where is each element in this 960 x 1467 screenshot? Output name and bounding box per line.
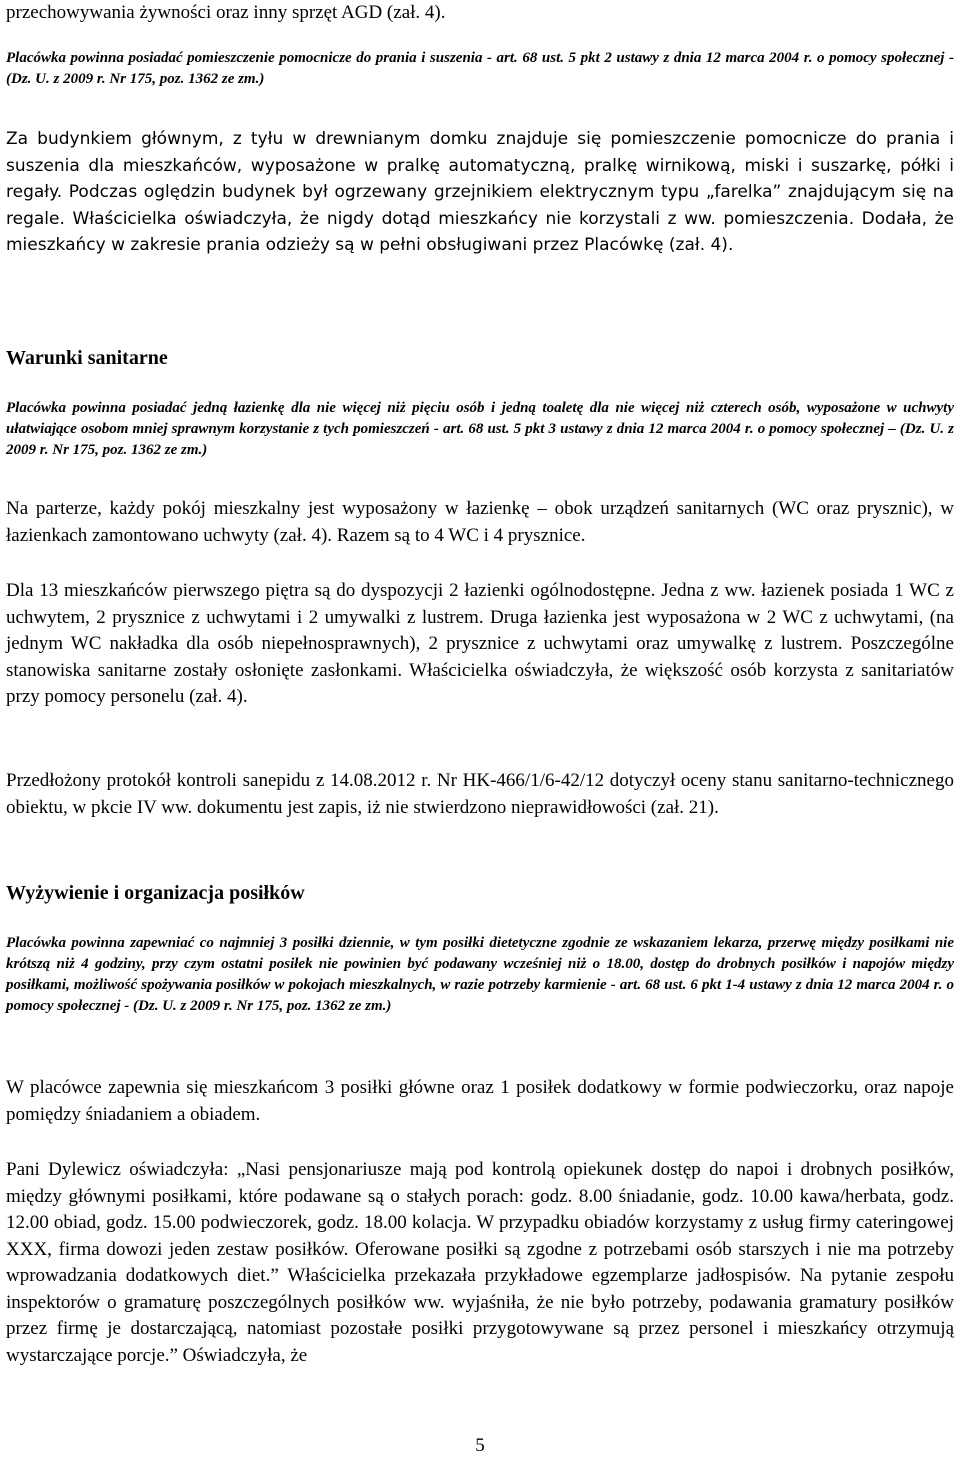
sanitary-paragraph-3: Przedłożony protokół kontroli sanepidu z 14.08.2012 r. Nr HK-466/1/6-42/12 dotyczył oceny stanu sanitarno-technicznego obiektu, w pkcie IV ww. dokumentu jest zapis, iż nie stwierdzono nieprawidłowości (zał. 21). [6, 770, 954, 818]
legal-note-sanitary: Placówka powinna posiadać jedną łazienkę dla nie więcej niż pięciu osób i jedną toaletę dla nie więcej niż czterech osób, wyposażone w uchwyty ułatwiające osobom mniej sprawnym korzystanie z tych pomieszczeń - art. 68 ust. 5 pkt 3 ustawy z dnia 12 marca 2004 r. o pomocy społecznej – (Dz. U. z 2009 r. Nr 175, poz. 1362 ze zm.) [6, 400, 954, 458]
intro-tail-paragraph: przechowywania żywności oraz inny sprzęt AGD (zał. 4). [6, 2, 446, 23]
laundry-paragraph: Za budynkiem głównym, z tyłu w drewnianym domku znajduje się pomieszczenie pomocnicze do prania i suszenia dla mieszkańców, wyposażone w pralkę automatyczną, pralkę wirnikową, miski i suszarkę, półki i regały. Podczas oględzin budynek był ogrzewany grzejnikiem elektrycznym typu „farelka” znajdującym się na regale. Właścicielka oświadczyła, że nigdy dotąd mieszkańcy nie korzystali z ww. pomieszczenia. Dodała, że mieszkańcy w zakresie prania odzieży są w pełni obsługiwani przez Placówkę (zał. 4). [6, 129, 954, 255]
food-paragraph-2: Pani Dylewicz oświadczyła: „Nasi pensjonariusze mają pod kontrolą opiekunek dostęp do napoi i drobnych posiłków, między głównymi posiłkami, które podawane są o stałych porach: godz. 8.00 śniadanie, godz. 10.00 kawa/herbata, godz. 12.00 obiad, godz. 15.00 podwieczorek, godz. 18.00 kolacja. W przypadku obiadów korzystamy z usług firmy cateringowej XXX, firma dowozi jeden zestaw posiłków. Oferowane posiłki są zgodne z potrzebami osób starszych i nie ma potrzeby wprowadzania dodatkowych diet.” Właścicielka przekazała przykładowe egzemplarze jadłospisów. Na pytanie zespołu inspektorów o gramaturę poszczególnych posiłków ww. wyjaśniła, że nie było potrzeby, podawania gramatury posiłków przez firmę je dostarczającą, natomiast pozostałe posiłki przygotowywane są przez personel i mieszkańcy otrzymują wystarczające porcje.” Oświadczyła, że [6, 1159, 954, 1366]
legal-note-food: Placówka powinna zapewniać co najmniej 3 posiłki dziennie, w tym posiłki dietetyczne zgodnie ze wskazaniem lekarza, przerwę między posiłkami nie krótszą niż 4 godziny, przy czym ostatni posiłek nie powinien być podawany wcześniej niż o 18.00, dostęp do drobnych posiłków i napojów między posiłkami, możliwość spożywania posiłków w pokojach mieszkalnych, w razie potrzeby karmienie - art. 68 ust. 6 pkt 1-4 ustawy z dnia 12 marca 2004 r. o pomocy społecznej - (Dz. U. z 2009 r. Nr 175, poz. 1362 ze zm.) [6, 935, 954, 1014]
section-heading-food: Wyżywienie i organizacja posiłków [6, 882, 305, 904]
food-paragraph-1: W placówce zapewnia się mieszkańcom 3 posiłki główne oraz 1 posiłek dodatkowy w formie podwieczorku, oraz napoje pomiędzy śniadaniem a obiadem. [6, 1077, 954, 1125]
section-heading-sanitary: Warunki sanitarne [6, 347, 168, 369]
legal-note-laundry: Placówka powinna posiadać pomieszczenie pomocnicze do prania i suszenia - art. 68 ust. 5 pkt 2 ustawy z dnia 12 marca 2004 r. o pomocy społecznej - (Dz. U. z 2009 r. Nr 175, poz. 1362 ze zm.) [6, 50, 954, 87]
sanitary-paragraph-1: Na parterze, każdy pokój mieszkalny jest wyposażony w łazienkę – obok urządzeń sanitarnych (WC oraz prysznic), w łazienkach zamontowano uchwyty (zał. 4). Razem są to 4 WC i 4 prysznice. [6, 498, 954, 546]
page-number: 5 [475, 1435, 485, 1456]
sanitary-paragraph-2: Dla 13 mieszkańców pierwszego piętra są do dyspozycji 2 łazienki ogólnodostępne. Jedna z ww. łazienek posiada 1 WC z uchwytem, 2 prysznice z uchwytami i 2 umywalki z lustrem. Druga łazienka jest wyposażona w 2 WC z uchwytami, (na jednym WC nakładka dla osób niepełnosprawnych), 2 prysznice z uchwytami oraz umywalkę z lustrem. Poszczególne stanowiska sanitarne zostały osłonięte zasłonkami. Właścicielka oświadczyła, że większość osób korzysta z sanitariatów przy pomocy personelu (zał. 4). [6, 580, 954, 707]
